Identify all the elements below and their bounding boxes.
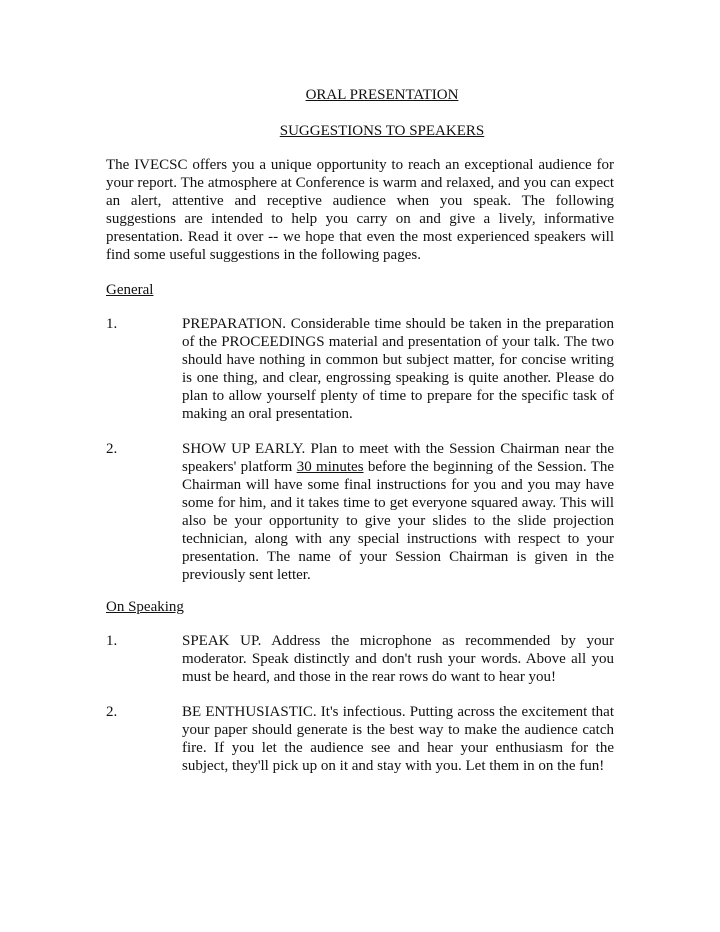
document-title: ORAL PRESENTATION	[305, 87, 459, 103]
underlined-duration: 30 minutes	[296, 459, 364, 475]
item-number: 1.	[106, 316, 118, 332]
intro-paragraph: The IVECSC offers you a unique opportunity to reach an exceptional audience for your report. The atmosphere at Conference is warm and relaxed, and you can expect an alert, attentive and receptive audience when you speak. The following suggestions are intended to help you carry on and give a lively, informative presentation. Read it over -- we hope that even the most experienced speakers will find some useful suggestions in the following pages.	[106, 157, 614, 263]
item-text	[182, 440, 614, 584]
item-number: 2.	[106, 441, 118, 457]
item-text: SPEAK UP. Address the microphone as recommended by your moderator. Speak distinctly and don't rush your words. Above all you must be heard, and those in the rear rows do want to hear you!	[182, 633, 614, 685]
item-number: 1.	[106, 633, 118, 649]
item-text: PREPARATION. Considerable time should be taken in the preparation of the PROCEEDINGS material and presentation of your talk. The two should have nothing in common but subject matter, for concise writing is one thing, and clear, engrossing speaking is quite another. Please do plan to allow yourself plenty of time to prepare for the specific task of making an oral presentation.	[182, 316, 614, 422]
item-text-part: SHOW UP EARLY. Plan to meet with the Session Chairman near the speakers' platform	[182, 441, 614, 475]
document-subtitle: SUGGESTIONS TO SPEAKERS	[279, 123, 485, 139]
item-text-part: before the beginning of the Session. The Chairman will have some final instructions for you and you may have some for him, and it takes time to get everyone squared away. This will also be your opportunity to give your slides to the slide projection technician, along with any special instructions with respect to your presentation. The name of your Session Chairman is given in the previously sent letter.	[182, 459, 615, 583]
item-number: 2.	[106, 704, 118, 720]
section-heading-general: General	[106, 282, 154, 298]
item-text: BE ENTHUSIASTIC. It's infectious. Putting across the excitement that your paper should generate is the best way to make the audience catch fire. If you let the audience see and hear your enthusiasm for the subject, they'll pick up on it and stay with you. Let them in on the fun!	[182, 704, 614, 774]
section-heading-on-speaking: On Speaking	[106, 599, 184, 615]
